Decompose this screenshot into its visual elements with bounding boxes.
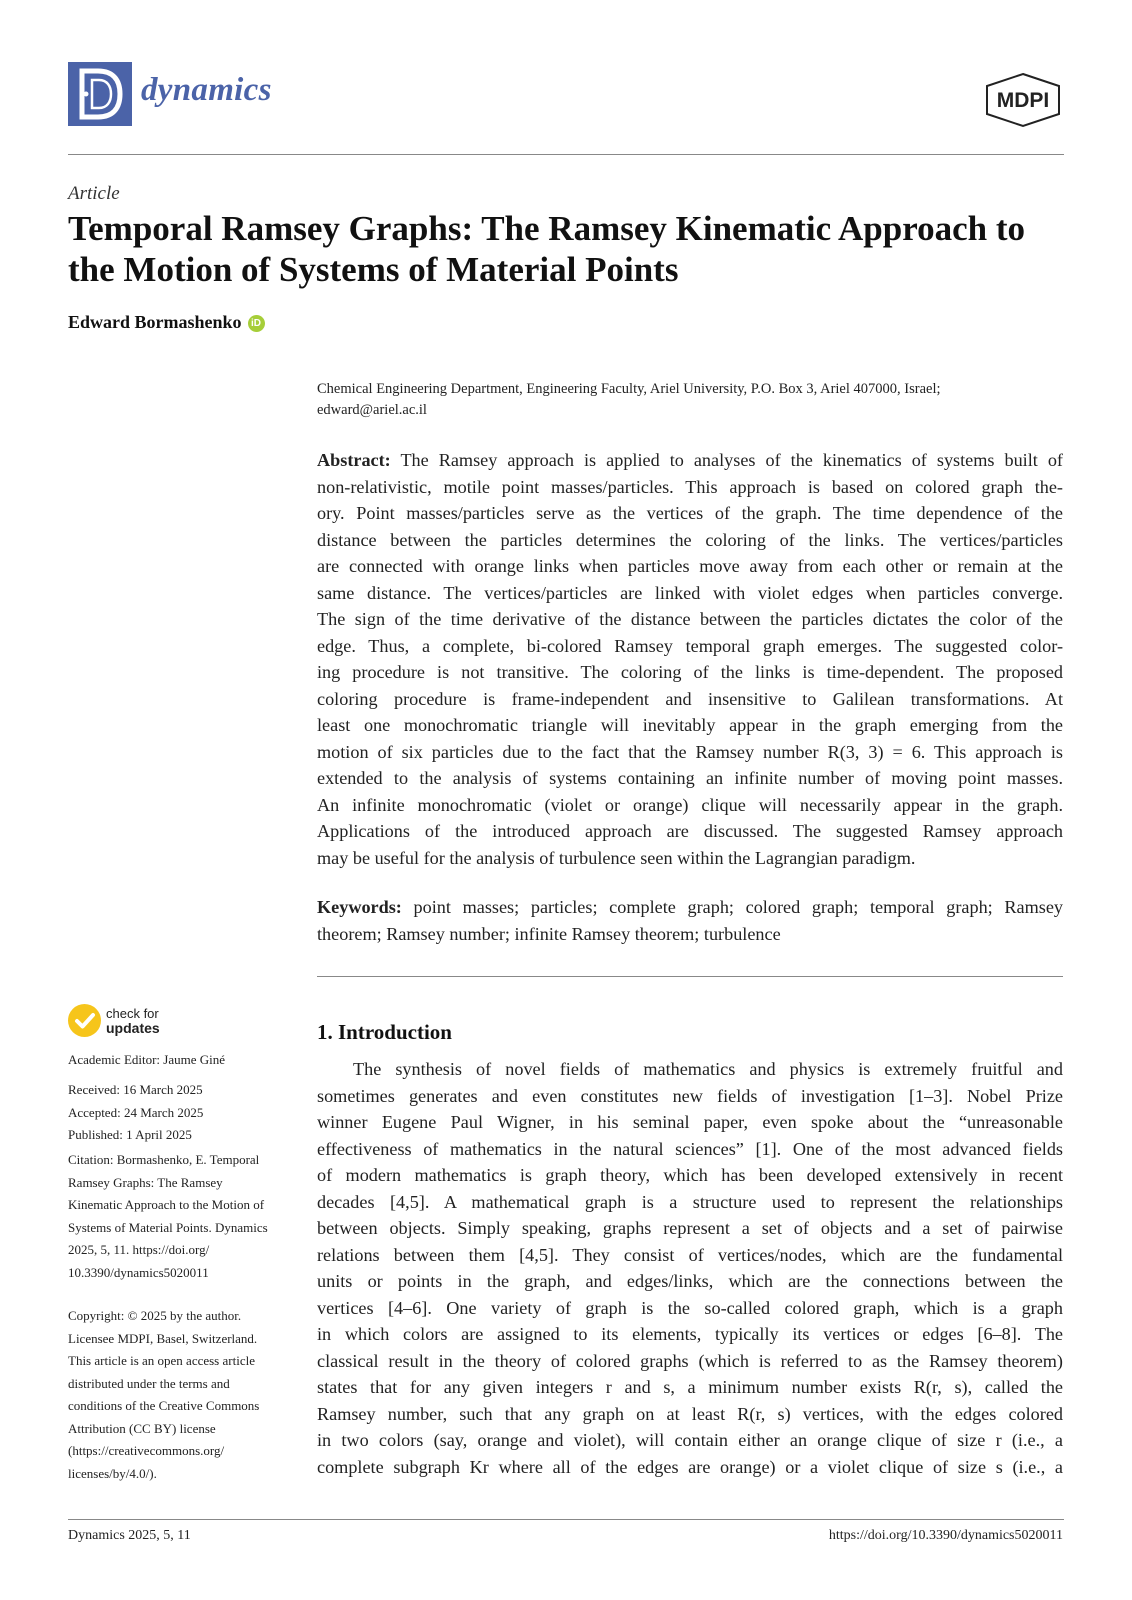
intro-line: Ramsey number, such that any graph on at least R(r, s) vertices, with the edges colored xyxy=(317,1403,1063,1424)
intro-line: of modern mathematics is graph theory, which has been developed extensively in recent xyxy=(317,1165,1063,1185)
intro-line: sometimes generates and even constitutes new fields of investigation [1–3]. Nobel Prize xyxy=(317,1085,1063,1106)
intro-line: units or points in the graph, and edges/links, which are the connections between the xyxy=(317,1271,1063,1291)
citation-line: Citation: Bormashenko, E. Temporal xyxy=(68,1152,260,1167)
citation-block xyxy=(68,1149,290,1284)
abstract-line: may be useful for the analysis of turbulence seen within the Lagrangian paradigm. xyxy=(317,847,916,868)
copyright-line: Attribution (CC BY) license xyxy=(68,1420,216,1436)
citation-line: 10.3390/dynamics5020011 xyxy=(68,1264,209,1280)
intro-line: in which colors are assigned to its elements, typically its vertices or edges [6–8]. The xyxy=(317,1324,1063,1344)
keywords-line: point masses; particles; complete graph; colored graph; temporal graph; Ramsey xyxy=(413,897,1063,917)
section-heading: 1. Introduction xyxy=(317,1020,452,1044)
abstract-line: ing procedure is not transitive. The coloring of the links is time-dependent. The proposed xyxy=(317,662,1063,682)
copyright-line: conditions of the Creative Commons xyxy=(68,1398,260,1413)
intro-line: relations between them [4,5]. They consist of vertices/nodes, which are the fundamental xyxy=(317,1244,1063,1265)
keywords xyxy=(317,894,1063,947)
intro-line: classical result in the theory of colored graphs (which is referred to as the Ramsey theorem) xyxy=(317,1350,1063,1371)
intro-line: states that for any given integers r and s, a minimum number exists R(r, s), called the xyxy=(317,1377,1063,1397)
accepted-date: Accepted: 24 March 2025 xyxy=(68,1104,204,1120)
keywords-label: Keywords: xyxy=(317,897,402,917)
abstract-line: extended to the analysis of systems containing an infinite number of moving point masses. xyxy=(317,768,1063,788)
copyright-line: Licensee MDPI, Basel, Switzerland. xyxy=(68,1330,258,1346)
abstract-line: The sign of the time derivative of the distance between the particles dictates the color of the xyxy=(317,609,1063,629)
journal-name: dynamics xyxy=(141,72,272,108)
citation-line: Kinematic Approach to the Motion of xyxy=(68,1197,265,1212)
check-for-updates-button[interactable] xyxy=(68,1004,178,1040)
intro-line: vertices [4–6]. One variety of graph is the so-called colored graph, which is a graph xyxy=(317,1297,1063,1318)
intro-line: in two colors (say, orange and violet), will contain either an orange clique of size r (i.e., a xyxy=(317,1430,1063,1450)
intro-line: complete subgraph Kr where all of the edges are orange) or a violet clique of size s (i.e., a xyxy=(317,1456,1063,1477)
mdpi-logo-icon xyxy=(983,72,1063,128)
citation-line: 2025, 5, 11. https://doi.org/ xyxy=(68,1242,210,1257)
license-link[interactable]: licenses/by/4.0/). xyxy=(68,1465,157,1481)
affiliation-line: Chemical Engineering Department, Engineering Faculty, Ariel University, P.O. Box 3, Ariel 407000, Israel; xyxy=(317,381,941,397)
abstract-label: Abstract: xyxy=(317,450,391,470)
publication-dates xyxy=(68,1079,203,1147)
updates-line2: updates xyxy=(106,1020,160,1036)
copyright-block xyxy=(68,1305,290,1485)
author-line xyxy=(68,312,265,333)
academic-editor: Academic Editor: Jaume Giné xyxy=(68,1052,226,1067)
intro-line: The synthesis of novel fields of mathematics and physics is extremely fruitful and xyxy=(353,1059,1063,1079)
abstract-line: least one monochromatic triangle will inevitably appear in the graph emerging from the xyxy=(317,715,1063,735)
author-email[interactable]: edward@ariel.ac.il xyxy=(317,402,427,418)
author-name: Edward Bormashenko xyxy=(68,312,242,332)
citation-line: Systems of Material Points. Dynamics xyxy=(68,1219,268,1235)
intro-line: effectiveness of mathematics in the natural sciences” [1]. One of the most advanced fields xyxy=(317,1138,1063,1159)
abstract-line: An infinite monochromatic (violet or orange) clique will necessarily appear in the graph. xyxy=(317,794,1063,815)
footer-divider xyxy=(68,1519,1064,1520)
abstract-line: Applications of the introduced approach are discussed. The suggested Ramsey approach xyxy=(317,821,1063,841)
affiliation xyxy=(317,379,1037,421)
check-for-updates-text xyxy=(106,1006,160,1036)
abstract-line: ory. Point masses/particles serve as the vertices of the graph. The time dependence of the xyxy=(317,503,1063,523)
check-for-updates-icon xyxy=(68,1004,101,1037)
abstract-line: The Ramsey approach is applied to analyses of the kinematics of systems built of xyxy=(400,450,1063,470)
footer-doi-link[interactable]: https://doi.org/10.3390/dynamics5020011 xyxy=(828,1528,1063,1543)
abstract-line: distance between the particles determines the coloring of the links. The vertices/particles xyxy=(317,529,1063,550)
introduction-body xyxy=(317,1056,1063,1480)
article-type: Article xyxy=(68,183,120,204)
keywords-line: theorem; Ramsey number; infinite Ramsey theorem; turbulence xyxy=(317,923,781,944)
abstract-line: edge. Thus, a complete, bi-colored Ramsey temporal graph emerges. The suggested color- xyxy=(317,635,1063,656)
updates-line1: check for xyxy=(106,1006,159,1021)
abstract-line: non-relativistic, motile point masses/particles. This approach is based on colored graph the- xyxy=(317,476,1063,497)
copyright-line: This article is an open access article xyxy=(68,1353,255,1368)
copyright-line: Copyright: © 2025 by the author. xyxy=(68,1308,242,1323)
abstract-line: same distance. The vertices/particles are linked with violet edges when particles converge. xyxy=(317,582,1063,603)
intro-line: decades [4,5]. A mathematical graph is a structure used to represent the relationships xyxy=(317,1191,1063,1212)
license-link[interactable]: (https://creativecommons.org/ xyxy=(68,1443,225,1458)
journal-logo-mark xyxy=(68,62,132,126)
intro-line: between objects. Simply speaking, graphs represent a set of objects and a set of pairwise xyxy=(317,1218,1063,1238)
intro-line: winner Eugene Paul Wigner, in his seminal paper, even spoke about the “unreasonable xyxy=(317,1112,1063,1132)
copyright-line: distributed under the terms and xyxy=(68,1375,230,1391)
keywords-divider xyxy=(317,976,1063,977)
published-date: Published: 1 April 2025 xyxy=(68,1127,192,1142)
received-date: Received: 16 March 2025 xyxy=(68,1082,203,1097)
abstract-line: coloring procedure is frame-independent and insensitive to Galilean transformations. At xyxy=(317,688,1063,709)
publisher-name: MDPI xyxy=(996,89,1050,112)
orcid-icon[interactable]: iD xyxy=(248,315,265,332)
abstract xyxy=(317,447,1063,871)
article-title: Temporal Ramsey Graphs: The Ramsey Kinematic Approach to the Motion of Systems of Material Points xyxy=(68,209,1025,289)
abstract-line: motion of six particles due to the fact that the Ramsey number R(3, 3) = 6. This approach is xyxy=(317,741,1063,762)
journal-logo-icon xyxy=(68,62,132,126)
header-divider xyxy=(68,154,1064,155)
abstract-line: are connected with orange links when particles move away from each other or remain at the xyxy=(317,556,1063,576)
citation-line: Ramsey Graphs: The Ramsey xyxy=(68,1174,223,1190)
footer-citation: Dynamics 2025, 5, 11 xyxy=(68,1528,191,1543)
